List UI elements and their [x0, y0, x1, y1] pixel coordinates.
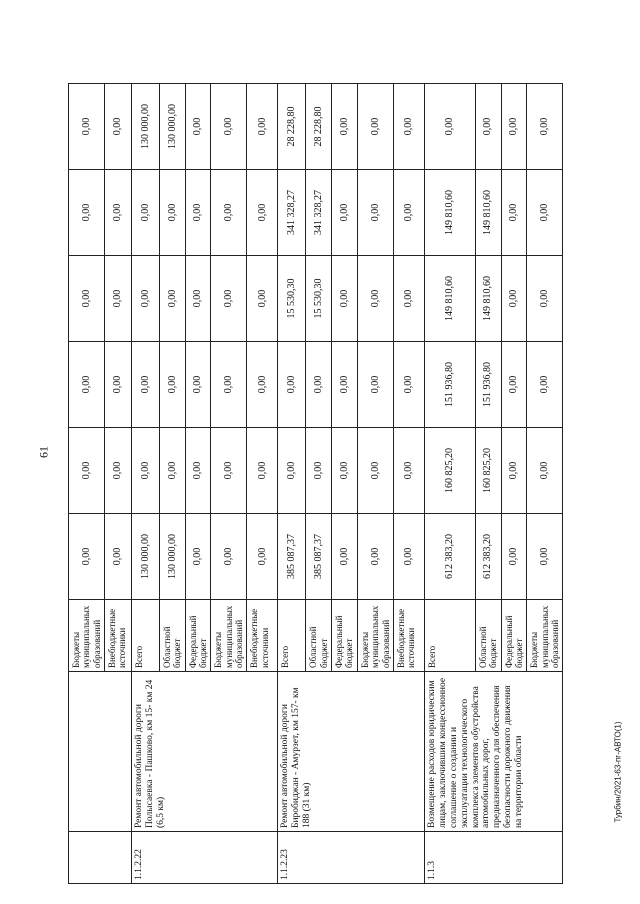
- amount-cell: 130 000,00: [160, 514, 186, 600]
- amount-cell: 0,00: [69, 84, 105, 170]
- amount-cell: 0,00: [247, 256, 278, 342]
- amount-cell: 0,00: [69, 428, 105, 514]
- amount-cell: 0,00: [105, 514, 132, 600]
- amount-cell: 612 383,20: [424, 514, 475, 600]
- amount-cell: 0,00: [211, 84, 247, 170]
- amount-cell: 0,00: [527, 256, 563, 342]
- amount-cell: 0,00: [306, 342, 332, 428]
- amount-cell: 0,00: [393, 84, 424, 170]
- amount-cell: 385 087,37: [278, 514, 306, 600]
- amount-cell: 0,00: [211, 256, 247, 342]
- amount-cell: 0,00: [501, 342, 527, 428]
- table-row: [278, 84, 306, 884]
- amount-cell: 0,00: [185, 514, 211, 600]
- amount-cell: 0,00: [475, 84, 501, 170]
- amount-cell: 0,00: [357, 256, 393, 342]
- amount-cell: 0,00: [501, 514, 527, 600]
- amount-cell: 0,00: [278, 428, 306, 514]
- item-code-cell: 1.1.3: [424, 832, 562, 884]
- amount-cell: 149 810,60: [475, 256, 501, 342]
- funding-source-cell: Областной бюджет: [160, 600, 186, 672]
- amount-cell: 0,00: [357, 84, 393, 170]
- amount-cell: 15 530,30: [306, 256, 332, 342]
- amount-cell: 0,00: [247, 428, 278, 514]
- amount-cell: 0,00: [69, 342, 105, 428]
- funding-source-cell: Федеральный бюджет: [332, 600, 358, 672]
- amount-cell: 130 000,00: [132, 514, 160, 600]
- item-name-cell: [69, 672, 132, 832]
- amount-cell: 0,00: [247, 84, 278, 170]
- amount-cell: 130 000,00: [132, 84, 160, 170]
- funding-source-cell: Областной бюджет: [475, 600, 501, 672]
- amount-cell: 0,00: [527, 170, 563, 256]
- amount-cell: 0,00: [393, 170, 424, 256]
- amount-cell: 341 328,27: [278, 170, 306, 256]
- funding-source-cell: Всего: [424, 600, 475, 672]
- amount-cell: 0,00: [185, 428, 211, 514]
- amount-cell: 0,00: [185, 170, 211, 256]
- funding-source-cell: Бюджеты муниципальных образований: [357, 600, 393, 672]
- item-code-cell: [69, 832, 132, 884]
- amount-cell: 0,00: [357, 342, 393, 428]
- rotated-table-wrapper: [68, 84, 560, 884]
- amount-cell: 0,00: [501, 428, 527, 514]
- amount-cell: 0,00: [424, 84, 475, 170]
- funding-source-cell: Федеральный бюджет: [501, 600, 527, 672]
- amount-cell: 0,00: [211, 428, 247, 514]
- amount-cell: 0,00: [211, 342, 247, 428]
- amount-cell: 0,00: [393, 342, 424, 428]
- amount-cell: 0,00: [132, 342, 160, 428]
- amount-cell: 151 936,80: [475, 342, 501, 428]
- funding-table: [68, 83, 563, 884]
- amount-cell: 0,00: [105, 84, 132, 170]
- funding-source-cell: Бюджеты муниципальных образований: [527, 600, 563, 672]
- amount-cell: 0,00: [357, 428, 393, 514]
- funding-source-cell: Областной бюджет: [306, 600, 332, 672]
- amount-cell: 0,00: [393, 256, 424, 342]
- funding-source-cell: Всего: [278, 600, 306, 672]
- amount-cell: 0,00: [160, 256, 186, 342]
- amount-cell: 0,00: [332, 342, 358, 428]
- amount-cell: 0,00: [69, 514, 105, 600]
- amount-cell: 0,00: [211, 514, 247, 600]
- amount-cell: 0,00: [160, 342, 186, 428]
- amount-cell: 130 000,00: [160, 84, 186, 170]
- amount-cell: 0,00: [69, 256, 105, 342]
- amount-cell: 160 825,20: [475, 428, 501, 514]
- funding-source-cell: Федеральный бюджет: [185, 600, 211, 672]
- amount-cell: 0,00: [132, 170, 160, 256]
- amount-cell: 0,00: [332, 84, 358, 170]
- amount-cell: 0,00: [185, 256, 211, 342]
- amount-cell: 149 810,60: [424, 256, 475, 342]
- amount-cell: 0,00: [393, 514, 424, 600]
- amount-cell: 28 228,80: [306, 84, 332, 170]
- amount-cell: 0,00: [527, 514, 563, 600]
- item-code-cell: 1.1.2.23: [278, 832, 424, 884]
- amount-cell: 0,00: [160, 428, 186, 514]
- amount-cell: 0,00: [185, 342, 211, 428]
- amount-cell: 0,00: [278, 342, 306, 428]
- amount-cell: 0,00: [160, 170, 186, 256]
- amount-cell: 0,00: [105, 170, 132, 256]
- document-code: Турбин/2021-63-пг-АВТО(1): [613, 721, 623, 823]
- amount-cell: 0,00: [211, 170, 247, 256]
- amount-cell: 0,00: [357, 514, 393, 600]
- amount-cell: 0,00: [105, 256, 132, 342]
- table-row: [424, 84, 475, 884]
- funding-source-cell: Внебюджетные источники: [393, 600, 424, 672]
- amount-cell: 0,00: [332, 256, 358, 342]
- amount-cell: 0,00: [332, 514, 358, 600]
- amount-cell: 0,00: [501, 170, 527, 256]
- item-name-cell: Ремонт автомобильной дороги Полысаевка - Пашково, км 15- км 24 (6,5 км): [132, 672, 278, 832]
- amount-cell: 160 825,20: [424, 428, 475, 514]
- amount-cell: 0,00: [185, 84, 211, 170]
- table-row: [132, 84, 160, 884]
- funding-source-cell: Всего: [132, 600, 160, 672]
- amount-cell: 612 383,20: [475, 514, 501, 600]
- amount-cell: 341 328,27: [306, 170, 332, 256]
- amount-cell: 0,00: [247, 514, 278, 600]
- item-name-cell: Ремонт автомобильной дороги Биробиджан - Амурзет, км 157- км 188 (31 км): [278, 672, 424, 832]
- table-row: [69, 84, 105, 884]
- amount-cell: 151 936,80: [424, 342, 475, 428]
- funding-source-cell: Внебюджетные источники: [105, 600, 132, 672]
- funding-source-cell: Внебюджетные источники: [247, 600, 278, 672]
- amount-cell: 0,00: [332, 428, 358, 514]
- amount-cell: 0,00: [247, 342, 278, 428]
- amount-cell: 0,00: [501, 84, 527, 170]
- amount-cell: 0,00: [306, 428, 332, 514]
- amount-cell: 0,00: [105, 428, 132, 514]
- amount-cell: 0,00: [501, 256, 527, 342]
- amount-cell: 0,00: [393, 428, 424, 514]
- amount-cell: 0,00: [527, 342, 563, 428]
- amount-cell: 0,00: [105, 342, 132, 428]
- amount-cell: 0,00: [132, 256, 160, 342]
- amount-cell: 0,00: [332, 170, 358, 256]
- amount-cell: 0,00: [69, 170, 105, 256]
- amount-cell: 15 530,30: [278, 256, 306, 342]
- amount-cell: 0,00: [357, 170, 393, 256]
- page-number: 61: [36, 446, 51, 458]
- table-body: [69, 84, 563, 884]
- amount-cell: 149 810,60: [475, 170, 501, 256]
- amount-cell: 385 087,37: [306, 514, 332, 600]
- amount-cell: 0,00: [527, 84, 563, 170]
- amount-cell: 149 810,60: [424, 170, 475, 256]
- item-name-cell: Возмещение расходов юридическим лицам, заключившим концессионное соглашение о создании и эксплуатации технологического комплекса элементов обустройства автомобильных дорог, предназначенного для обеспечения безопасности дорожного движения на территории области: [424, 672, 562, 832]
- amount-cell: 0,00: [247, 170, 278, 256]
- funding-source-cell: Бюджеты муниципальных образований: [69, 600, 105, 672]
- amount-cell: 0,00: [132, 428, 160, 514]
- amount-cell: 0,00: [527, 428, 563, 514]
- funding-source-cell: Бюджеты муниципальных образований: [211, 600, 247, 672]
- item-code-cell: 1.1.2.22: [132, 832, 278, 884]
- amount-cell: 28 228,80: [278, 84, 306, 170]
